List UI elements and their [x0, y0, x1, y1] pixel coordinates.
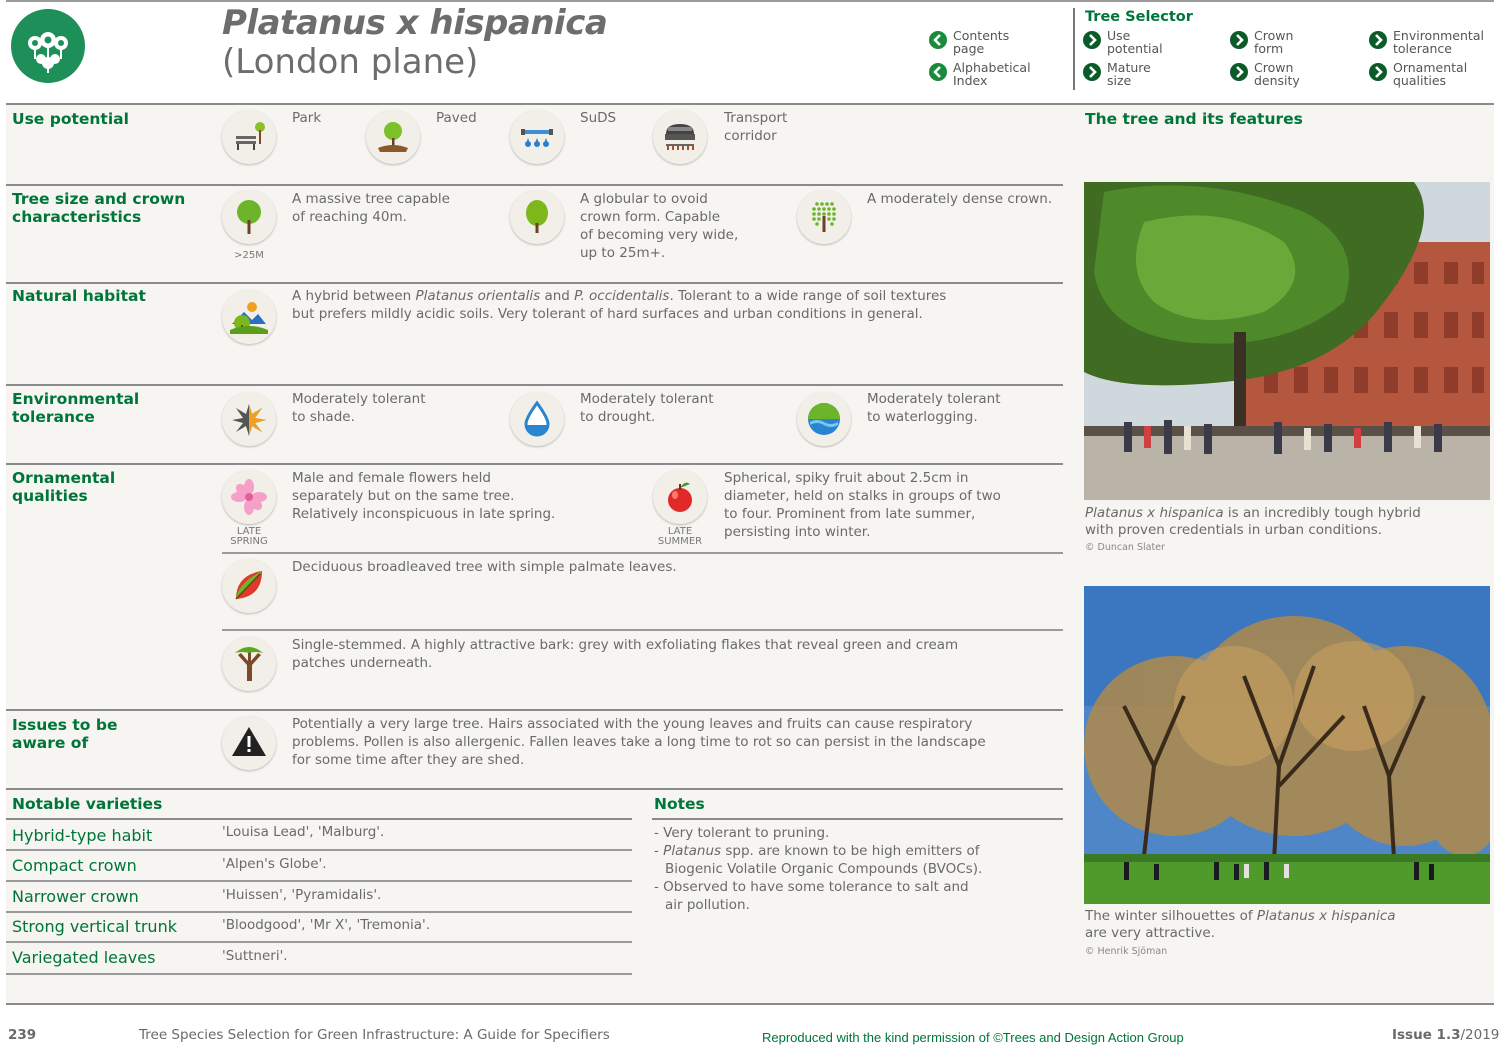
text-line: but prefers mildly acidic soils. Very tolerant of hard surfaces and urban conditions in general. [292, 306, 923, 322]
paved-tree-icon [366, 110, 420, 164]
variety-label: Variegated leaves [12, 948, 156, 967]
photo2-caption [1085, 908, 1396, 942]
text-line: patches underneath. [292, 655, 433, 671]
variety-rule [6, 880, 632, 882]
text-line: to waterlogging. [867, 409, 978, 425]
features-title: The tree and its features [1085, 110, 1303, 128]
tolerance-text [292, 390, 426, 426]
massive-tree-icon [222, 190, 276, 244]
section-label-environment [12, 390, 139, 426]
nav-divider [1073, 8, 1075, 90]
top-rule [6, 0, 1494, 2]
text-line: Moderately tolerant [867, 391, 1001, 407]
suds-icon [510, 110, 564, 164]
use-item-label: Paved [436, 110, 477, 126]
warning-icon [222, 716, 276, 770]
chevron-right-icon [1369, 63, 1387, 81]
nav-label: Crown [1254, 60, 1294, 75]
nav-crown-form[interactable] [1230, 29, 1293, 55]
flower-text [292, 469, 555, 523]
section-label-ornamental [12, 469, 115, 505]
title-latin: Platanus x hispanica [222, 3, 608, 43]
nav-label: Mature [1107, 60, 1151, 75]
waterlogging-icon [797, 392, 851, 446]
text-line: persisting into winter. [724, 524, 871, 540]
section-rule [6, 463, 1063, 465]
trunk-icon [222, 637, 276, 691]
issues-text [292, 715, 986, 769]
photo2-credit: © Henrik Sjöman [1085, 946, 1168, 957]
pink-flower-icon [222, 470, 276, 524]
nav-alphabetical-index[interactable] [929, 61, 1031, 87]
page-number: 239 [8, 1027, 37, 1043]
caption-line: LATE [236, 526, 262, 537]
chevron-right-icon [1230, 31, 1248, 49]
street-photo [1084, 182, 1490, 500]
label-line: aware of [12, 734, 89, 752]
leaf-icon [222, 559, 276, 613]
nav-label: potential [1107, 41, 1163, 56]
text-line: problems. Pollen is also allergenic. Fallen leaves take a long time to rot so can persist in the landscape [292, 734, 986, 750]
variety-label: Narrower crown [12, 887, 139, 906]
note-line: - Very tolerant to pruning. [654, 825, 830, 841]
variety-label: Compact crown [12, 856, 137, 875]
section-label-habitat: Natural habitat [12, 287, 146, 305]
sub-rule [222, 629, 1063, 631]
sub-rule [222, 552, 1063, 554]
text-part: . Tolerant to a wide range of soil textures [669, 288, 947, 304]
text-part: Platanus orientalis [415, 288, 541, 304]
text-line: of becoming very wide, [580, 227, 739, 243]
chevron-right-icon [1083, 63, 1101, 81]
nav-label: Ornamental [1393, 60, 1468, 75]
label-line: Tree size and crown [12, 190, 186, 208]
variety-rule [6, 911, 632, 913]
caption-part: Platanus x hispanica [1085, 505, 1224, 521]
note-line: Biogenic Volatile Organic Compounds (BVOCs). [665, 861, 983, 877]
caption-part: The winter silhouettes of [1085, 908, 1257, 924]
nav-label: Use [1107, 28, 1131, 43]
habitat-landscape-icon [222, 290, 276, 344]
notes-title: Notes [654, 795, 705, 813]
crown-density-text: A moderately dense crown. [867, 191, 1053, 207]
text-part: A hybrid between [292, 288, 416, 304]
nav-label: Crown [1254, 28, 1294, 43]
chevron-right-icon [1230, 63, 1248, 81]
variety-rule [6, 973, 632, 975]
guide-title: Tree Species Selection for Green Infrastructure: A Guide for Specifiers [139, 1027, 610, 1043]
nav-label: Index [953, 73, 988, 88]
nav-label: form [1254, 41, 1284, 56]
tree-size-text [292, 190, 450, 226]
caption-part: is an incredibly tough hybrid [1223, 505, 1421, 521]
text-line: Single-stemmed. A highly attractive bark: grey with exfoliating flakes that reveal green and cream [292, 637, 959, 653]
text-line: up to 25m+. [580, 245, 666, 261]
chevron-right-icon [1083, 31, 1101, 49]
size-caption: >25M [234, 250, 264, 261]
variety-value: 'Bloodgood', 'Mr X', 'Tremonia'. [222, 917, 431, 933]
issue-bold: Issue 1.3 [1392, 1027, 1461, 1043]
nav-environmental-tolerance[interactable] [1369, 29, 1484, 55]
nav-label: tolerance [1393, 41, 1452, 56]
chevron-left-icon [929, 31, 947, 49]
label-line: Ornamental [12, 469, 116, 487]
note-part: Platanus [663, 843, 722, 859]
nav-label: Environmental [1393, 28, 1484, 43]
section-rule [6, 384, 1063, 386]
issue-number [1392, 1027, 1499, 1043]
use-item-label: Transport corridor [724, 110, 788, 144]
varieties-rule [6, 818, 632, 820]
caption-line: LATE [667, 526, 693, 537]
crown-form-text [580, 190, 738, 262]
label-line: Environmental [12, 390, 140, 408]
winter-tree-photo [1084, 586, 1490, 904]
globular-crown-icon [510, 190, 564, 244]
section-label-use-potential: Use potential [12, 110, 129, 128]
fruit-text [724, 469, 1001, 541]
season-caption [653, 527, 707, 547]
text-line: Spherical, spiky fruit about 2.5cm in [724, 470, 969, 486]
caption-part: Platanus x hispanica [1256, 908, 1396, 924]
label-line: characteristics [12, 208, 142, 226]
nav-label: qualities [1393, 73, 1447, 88]
section-rule [6, 282, 1063, 284]
title-common: (London plane) [222, 42, 479, 82]
note-line: - Observed to have some tolerance to salt and [654, 879, 969, 895]
notes-rule [652, 818, 1063, 820]
label-line: qualities [12, 487, 88, 505]
varieties-title: Notable varieties [12, 795, 163, 813]
leaf-text: Deciduous broadleaved tree with simple palmate leaves. [292, 559, 677, 575]
section-rule [6, 788, 1063, 790]
variety-rule [6, 941, 632, 943]
red-fruit-icon [653, 470, 707, 524]
section-rule [6, 709, 1063, 711]
note-line: air pollution. [665, 897, 750, 913]
tolerance-text [867, 390, 1001, 426]
variety-value: 'Louisa Lead', 'Malburg'. [222, 824, 385, 840]
use-item-label: Park [292, 110, 322, 126]
text-line: Relatively inconspicuous in late spring. [292, 506, 556, 522]
text-part: and [540, 288, 575, 304]
text-line: Moderately tolerant [292, 391, 426, 407]
photo1-credit: © Duncan Slater [1085, 542, 1165, 553]
tree-selector-title: Tree Selector [1085, 9, 1193, 25]
section-rule [6, 184, 1063, 186]
text-line: A globular to ovoid [580, 191, 708, 207]
variety-rule [6, 849, 632, 851]
chevron-left-icon [929, 63, 947, 81]
text-part: P. occidentalis [574, 288, 670, 304]
text-line: Potentially a very large tree. Hairs associated with the young leaves and fruits can cause respiratory [292, 716, 973, 732]
text-line: diameter, held on stalks in groups of two [724, 488, 1001, 504]
nav-contents-page[interactable] [929, 29, 1009, 55]
text-line: for some time after they are shed. [292, 752, 525, 768]
logo [11, 9, 85, 83]
note-part: spp. are known to be high emitters of [721, 843, 980, 859]
text-line: of reaching 40m. [292, 209, 407, 225]
variety-value: 'Suttneri'. [222, 948, 288, 964]
label-line: tolerance [12, 408, 95, 426]
photo1-caption [1085, 505, 1421, 539]
label-line: Issues to be [12, 716, 118, 734]
use-item-label: SuDS [580, 110, 617, 126]
trees-logo-icon [11, 9, 85, 83]
text-line: to shade. [292, 409, 355, 425]
nav-label: Alphabetical [953, 60, 1031, 75]
text-line: crown form. Capable [580, 209, 721, 225]
caption-line: SPRING [230, 536, 268, 547]
text-line: Moderately tolerant [580, 391, 714, 407]
header-rule [6, 103, 1494, 105]
text-line: A massive tree capable [292, 191, 450, 207]
variety-label: Strong vertical trunk [12, 917, 177, 936]
nav-label: density [1254, 73, 1300, 88]
nav-mature-size[interactable] [1083, 61, 1151, 87]
water-drop-icon [510, 392, 564, 446]
caption-line: SUMMER [657, 536, 703, 547]
text-line: to drought. [580, 409, 656, 425]
text-line: Male and female flowers held [292, 470, 491, 486]
season-caption [222, 527, 276, 547]
variety-value: 'Alpen's Globe'. [222, 856, 327, 872]
nav-crown-density[interactable] [1230, 61, 1300, 87]
bark-text [292, 636, 958, 672]
nav-ornamental-qualities[interactable] [1369, 61, 1467, 87]
section-label-tree-size [12, 190, 185, 226]
nav-label: page [953, 41, 985, 56]
park-bench-icon [222, 110, 276, 164]
transport-corridor-icon [653, 110, 707, 164]
nav-label: Contents [953, 28, 1010, 43]
chevron-right-icon [1369, 31, 1387, 49]
shade-leaf-icon [222, 392, 276, 446]
nav-use-potential[interactable] [1083, 29, 1163, 55]
footer-rule [6, 1003, 1494, 1005]
variety-label: Hybrid-type habit [12, 826, 153, 845]
text-line: separately but on the same tree. [292, 488, 515, 504]
section-label-issues [12, 716, 117, 752]
text-line: to four. Prominent from late summer, [724, 506, 976, 522]
note-part: - [654, 843, 664, 859]
nav-label: size [1107, 73, 1132, 88]
caption-line: are very attractive. [1085, 925, 1215, 941]
notes-text [654, 824, 982, 914]
tolerance-text [580, 390, 714, 426]
issue-year: /2019 [1460, 1027, 1500, 1043]
dense-crown-icon [797, 190, 851, 244]
permission-note: Reproduced with the kind permission of ©Trees and Design Action Group [762, 1030, 1184, 1045]
habitat-text [292, 287, 946, 323]
variety-value: 'Huissen', 'Pyramidalis'. [222, 887, 382, 903]
caption-line: with proven credentials in urban conditions. [1085, 522, 1383, 538]
